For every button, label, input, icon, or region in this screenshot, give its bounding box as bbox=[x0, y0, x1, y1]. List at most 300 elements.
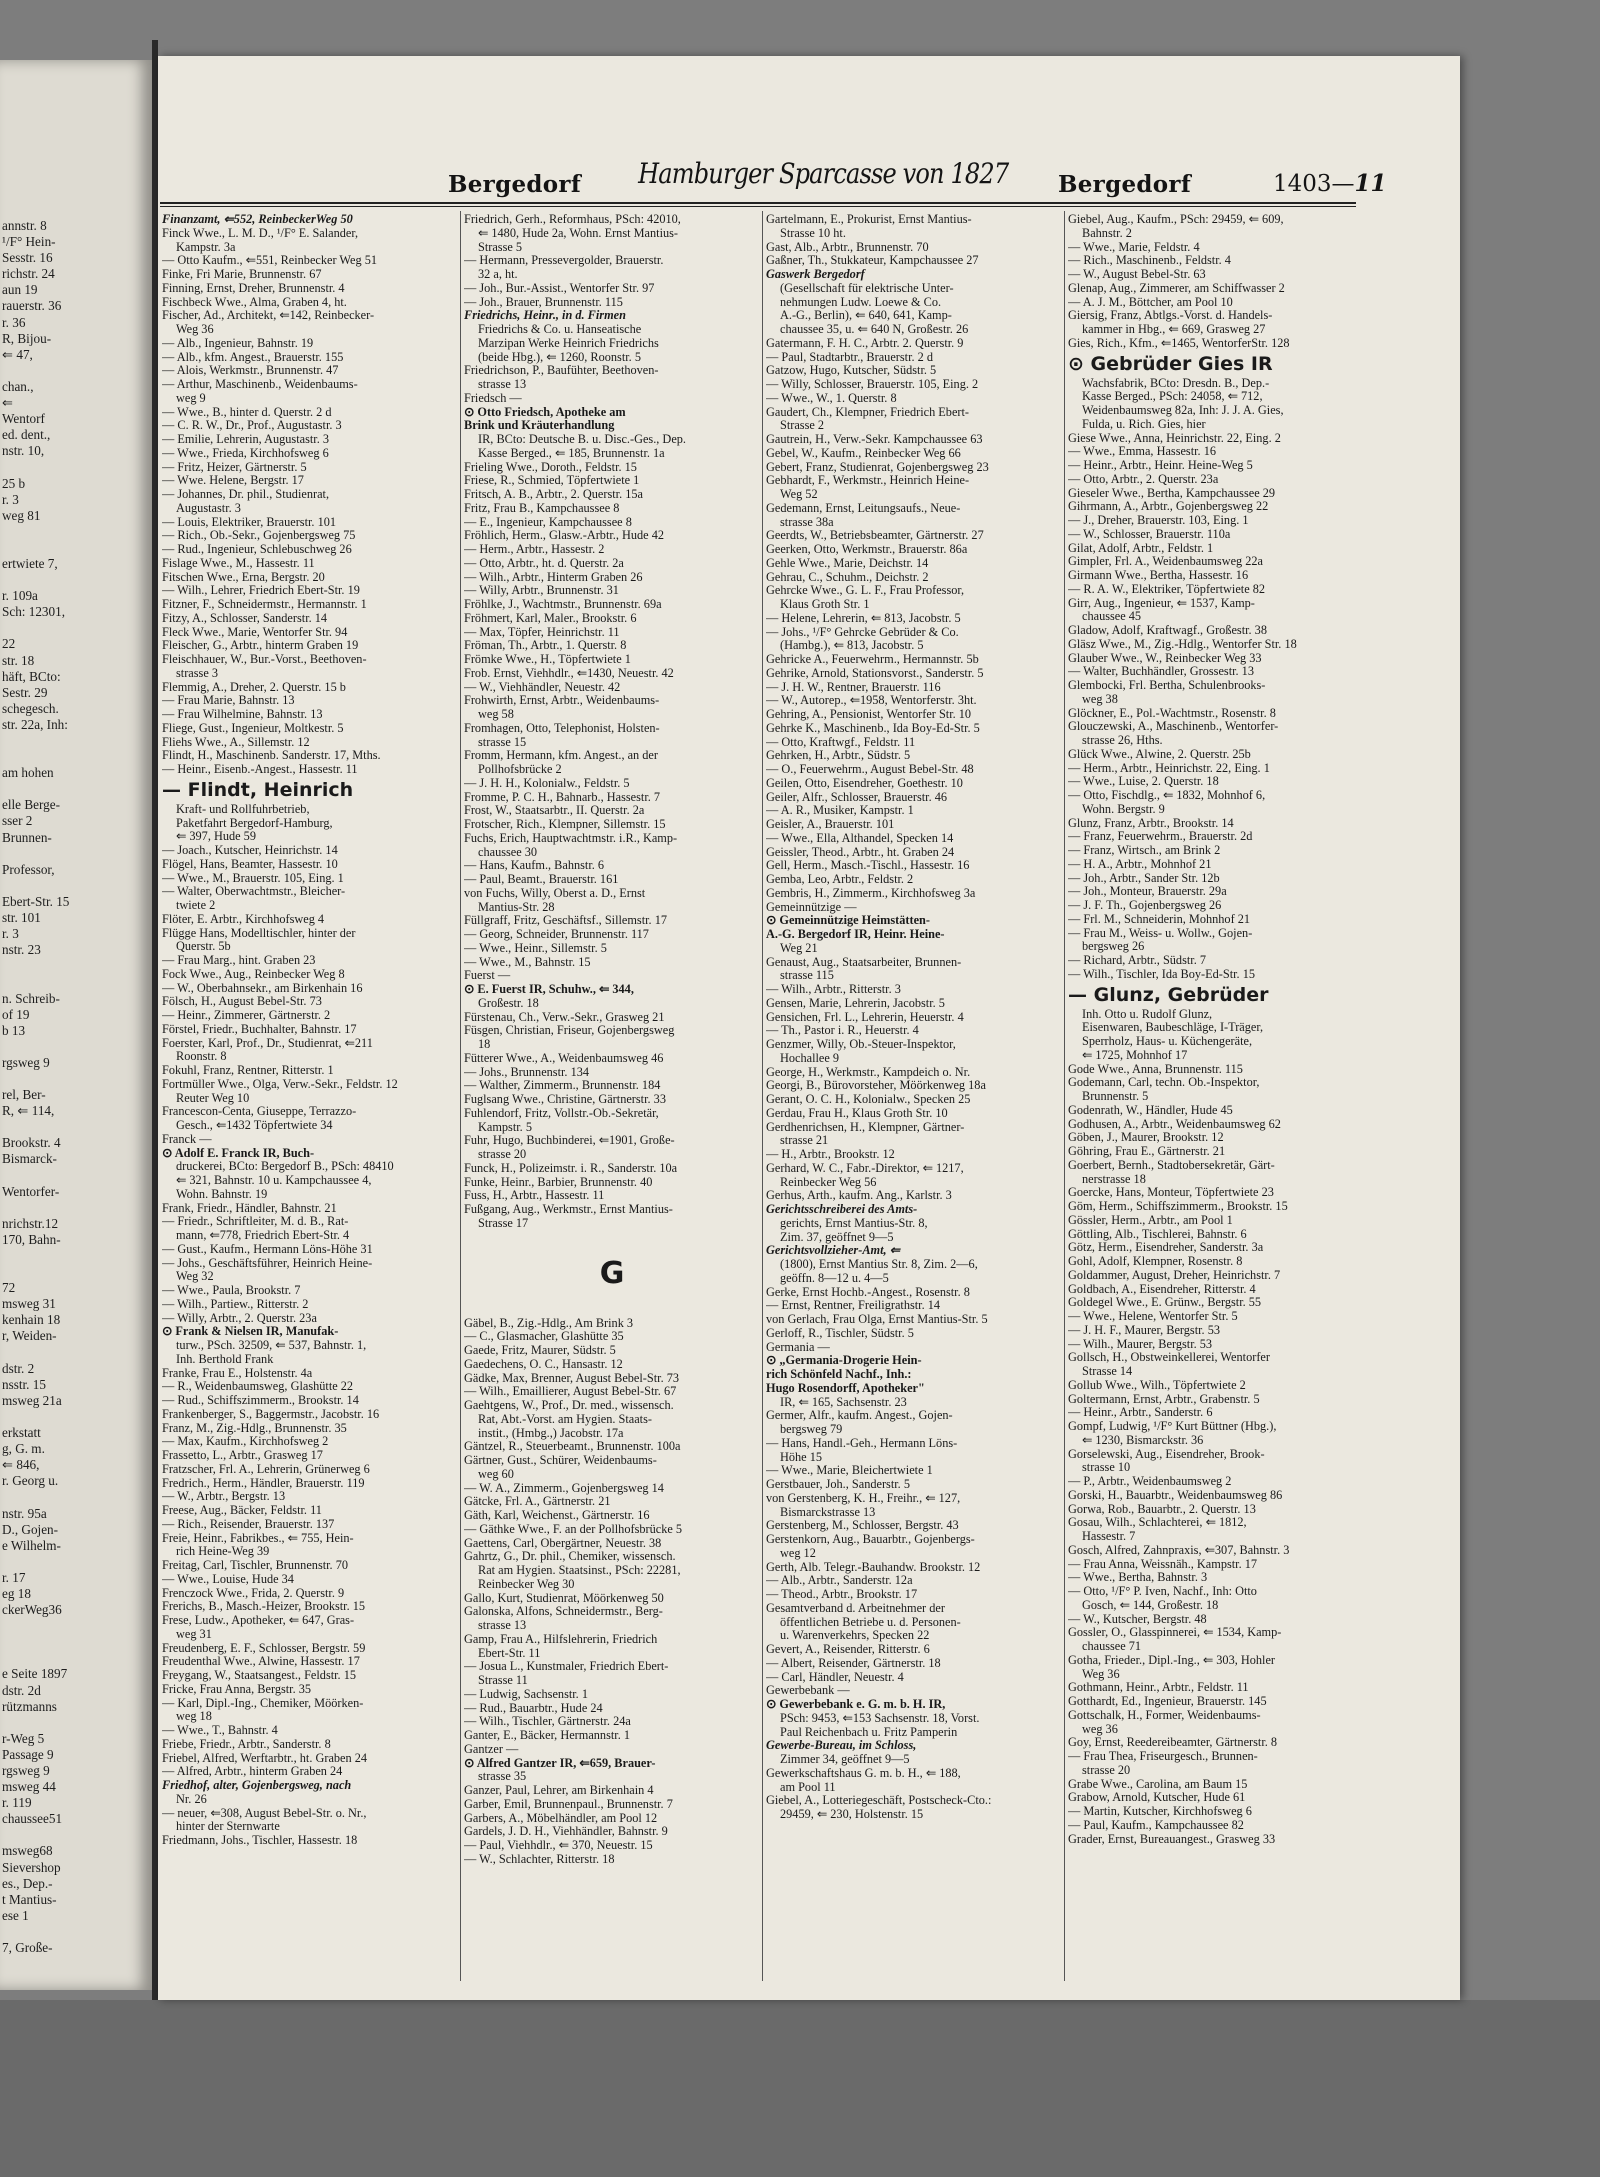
left-fragment-line bbox=[2, 1650, 152, 1666]
left-fragment-line: r. 109a bbox=[2, 588, 38, 604]
directory-entry: — Heinr., Eisenb.-Angest., Hassestr. 11 bbox=[162, 762, 358, 776]
directory-entry: Goerbert, Bernh., Stadtobersekretär, Gärt- bbox=[1068, 1157, 1275, 1172]
left-fragment-line: elle Berge- bbox=[2, 797, 60, 813]
directory-entry: — Herm., Arbtr., Heinrichstr. 22, Eing. 1 bbox=[1068, 760, 1270, 775]
left-fragment-line: Sch: 12301, bbox=[2, 604, 66, 620]
directory-entry: — Arthur, Maschinenb., Weidenbaums- bbox=[162, 377, 358, 391]
directory-entry: gerichts, Ernst Mantius-Str. 8, bbox=[780, 1215, 928, 1230]
directory-entry: — Johs., ¹/F° Gehrcke Gebrüder & Co. bbox=[766, 624, 959, 639]
directory-entry: Friedrichs, Heinr., in d. Firmen bbox=[464, 308, 626, 323]
directory-entry: Grabe Wwe., Carolina, am Baum 15 bbox=[1068, 1776, 1248, 1791]
left-fragment-line: n. Schreib- bbox=[2, 990, 60, 1006]
left-fragment-line: of 19 bbox=[2, 1006, 30, 1022]
directory-entry: Gemba, Leo, Arbtr., Feldstr. 2 bbox=[766, 872, 914, 886]
directory-entry: Gotha, Frieder., Dipl.-Ing., ⇐ 303, Hohler bbox=[1068, 1652, 1276, 1667]
directory-entry: Glouczewski, A., Maschinenb., Wentorfer- bbox=[1068, 719, 1279, 734]
directory-entry: Hassestr. 7 bbox=[1082, 1529, 1136, 1543]
directory-entry: — W., Oberbahnsekr., am Birkenhain 16 bbox=[162, 980, 363, 995]
directory-entry: George, H., Werkmstr., Kampdeich o. Nr. bbox=[766, 1064, 971, 1079]
directory-entry: Goercke, Hans, Monteur, Töpfertwiete 23 bbox=[1068, 1185, 1274, 1200]
directory-entry: Frohwirth, Ernst, Arbtr., Weidenbaums- bbox=[464, 693, 660, 708]
directory-entry: — Max, Töpfer, Heinrichstr. 11 bbox=[464, 624, 620, 639]
directory-entry: Strasse 5 bbox=[478, 239, 523, 254]
directory-entry: — Frau Marie, Bahnstr. 13 bbox=[162, 693, 295, 708]
directory-entry: — H., Arbtr., Brookstr. 12 bbox=[766, 1147, 895, 1161]
directory-entry: Giebel, A., Lotteriegeschäft, Postscheck-Cto.: bbox=[766, 1793, 992, 1808]
directory-entry: Wachsfabrik, BCto: Dresdn. B., Dep.- bbox=[1082, 375, 1270, 390]
directory-entry: — Wwe., Frieda, Kirchhofsweg 6 bbox=[162, 445, 329, 460]
directory-entry: — Frau Anna, Weissnäh., Kampstr. 17 bbox=[1068, 1556, 1258, 1571]
section-letter: G bbox=[599, 1255, 625, 1291]
directory-entry: — Joach., Kutscher, Heinrichstr. 14 bbox=[162, 843, 338, 857]
left-page-text bbox=[0, 60, 152, 1956]
directory-entry: Fleischhauer, W., Bur.-Vorst., Beethoven- bbox=[162, 652, 367, 666]
directory-entry: Gieseler Wwe., Bertha, Kampchaussee 29 bbox=[1068, 485, 1276, 500]
directory-entry: Godhusen, A., Arbtr., Weidenbaumsweg 62 bbox=[1068, 1116, 1281, 1131]
directory-entry: Eisenwaren, Baubeschläge, I-Träger, bbox=[1082, 1020, 1264, 1035]
left-fragment-line: 72 bbox=[2, 1280, 16, 1296]
directory-entry: Grader, Ernst, Bureauangest., Grasweg 33 bbox=[1068, 1831, 1276, 1846]
directory-entry: — Richard, Arbtr., Südstr. 7 bbox=[1068, 953, 1206, 967]
directory-entry: — Franz, Feuerwehrm., Brauerstr. 2d bbox=[1068, 829, 1253, 844]
directory-entry: Gaudert, Ch., Klempner, Friedrich Ebert- bbox=[766, 404, 970, 419]
left-fragment-line: nsstr. 15 bbox=[2, 1376, 46, 1392]
header-rule-top bbox=[160, 202, 1356, 204]
directory-entry: ⊙ „Germania-Drogerie Hein- bbox=[766, 1353, 922, 1368]
directory-entry: Weidenbaumsweg 82a, Inh: J. J. A. Gies, bbox=[1082, 403, 1284, 417]
directory-entry: ⊙ Frank & Nielsen IR, Manufak- bbox=[162, 1324, 339, 1339]
directory-entry: ⊙ Adolf E. Franck IR, Buch- bbox=[162, 1145, 315, 1160]
directory-entry: ⊙ Gemeinnützige Heimstätten- bbox=[766, 913, 930, 928]
directory-entry: — Walter, Oberwachtmstr., Bleicher- bbox=[162, 884, 346, 899]
directory-entry: Freese, Aug., Bäcker, Feldstr. 11 bbox=[162, 1503, 322, 1517]
left-fragment-line bbox=[2, 540, 152, 556]
left-fragment-line: R, ⇐ 114, bbox=[2, 1103, 55, 1119]
left-fragment-line: ⇐ bbox=[2, 395, 14, 411]
directory-entry: Querstr. 5b bbox=[176, 939, 231, 954]
directory-entry: Gamp, Frau A., Hilfslehrerin, Friedrich bbox=[464, 1631, 658, 1646]
directory-entry: — Otto Kaufm., ⇐551, Reinbecker Weg 51 bbox=[162, 253, 378, 268]
page-number bbox=[1273, 170, 1387, 197]
directory-entry: Fricke, Frau Anna, Bergstr. 35 bbox=[162, 1681, 312, 1696]
directory-entry: Göttling, Alb., Tischlerei, Bahnstr. 6 bbox=[1068, 1226, 1247, 1241]
directory-entry: Fütterer Wwe., A., Weidenbaumsweg 46 bbox=[464, 1050, 664, 1065]
left-fragment-line: msweg 21a bbox=[2, 1392, 62, 1408]
left-fragment-line: schegesch. bbox=[2, 700, 59, 716]
left-fragment-line: ⇐ 846, bbox=[2, 1457, 40, 1473]
directory-entry: Gell, Herm., Masch.-Tischl., Hassestr. 16 bbox=[766, 858, 970, 873]
left-fragment-line: Sesstr. 16 bbox=[2, 250, 53, 266]
directory-entry: weg 38 bbox=[1082, 691, 1118, 706]
directory-entry: — Wwe., T., Bahnstr. 4 bbox=[162, 1723, 278, 1737]
directory-entry: rich Heine-Weg 39 bbox=[176, 1544, 270, 1559]
directory-entry: Gaßner, Th., Stukkateur, Kampchaussee 27 bbox=[766, 253, 979, 268]
directory-entry: A.-G. Bergedorf IR, Heinr. Heine- bbox=[766, 927, 945, 941]
directory-entry: Frob. Ernst, Viehhdlr., ⇐1430, Neuestr. 42 bbox=[464, 665, 674, 680]
directory-entry: chaussee 30 bbox=[478, 844, 538, 859]
directory-entry: Paul Reichenbach u. Fritz Pamperin bbox=[780, 1724, 958, 1739]
left-fragment-line: richstr. 24 bbox=[2, 266, 55, 282]
column-divider bbox=[762, 211, 763, 1981]
directory-entry: Gerhus, Arth., kaufm. Ang., Karlstr. 3 bbox=[766, 1188, 952, 1203]
directory-entry: Fuerst — bbox=[464, 968, 511, 983]
directory-entry: Frankenberger, S., Baggermstr., Jacobstr. 16 bbox=[162, 1406, 380, 1421]
directory-entry: Geerken, Otto, Werkmstr., Brauerstr. 86a bbox=[766, 542, 968, 556]
directory-entry: — Walter, Buchhändler, Grossestr. 13 bbox=[1068, 664, 1254, 679]
left-fragment-line: Professor, bbox=[2, 861, 55, 877]
directory-entry: Gemeinnützige — bbox=[766, 899, 857, 914]
directory-entry: Gies, Rich., Kfm., ⇐1465, WentorferStr. 128 bbox=[1068, 335, 1290, 350]
directory-entry: Gaettens, Carl, Obergärtner, Neuestr. 38 bbox=[464, 1535, 662, 1550]
left-fragment-line: eg 18 bbox=[2, 1585, 31, 1601]
directory-entry: ⊙ Otto Friedsch, Apotheke am bbox=[464, 404, 626, 419]
directory-entry: Fitzner, F., Schneidermstr., Hermannstr. 1 bbox=[162, 597, 367, 611]
directory-entry: Gatermann, F. H. C., Arbtr. 2. Querstr. 9 bbox=[766, 335, 964, 350]
directory-entry: mann, ⇐778, Friedrich Ebert-Str. 4 bbox=[176, 1228, 350, 1242]
left-fragment-line: rauerstr. 36 bbox=[2, 298, 62, 314]
directory-entry: — Ernst, Rentner, Freiligrathstr. 14 bbox=[766, 1298, 941, 1313]
directory-entry: — Wilh., Tischler, Gärtnerstr. 24a bbox=[464, 1714, 631, 1729]
directory-entry: Friedrich, Gerh., Reformhaus, PSch: 42010, bbox=[464, 213, 681, 226]
directory-entry: — neuer, ⇐308, August Bebel-Str. o. Nr., bbox=[162, 1805, 367, 1820]
left-fragment-line: 22 bbox=[2, 636, 16, 652]
background-bottom bbox=[0, 2000, 1600, 2177]
directory-entry: — Max, Kaufm., Kirchhofsweg 2 bbox=[162, 1434, 329, 1449]
directory-entry: — Wilh., Emaillierer, August Bebel-Str. 67 bbox=[464, 1384, 677, 1399]
directory-entry: Fitschen Wwe., Erna, Bergstr. 20 bbox=[162, 569, 325, 584]
left-fragment-line: r. 119 bbox=[2, 1795, 32, 1811]
left-fragment-line bbox=[2, 524, 152, 540]
firm-heading: — Glunz, Gebrüder bbox=[1068, 983, 1269, 1006]
directory-entry: — Wilh., Lehrer, Friedrich Ebert-Str. 19 bbox=[162, 583, 360, 598]
directory-entry: Fromm, Hermann, kfm. Angest., an der bbox=[464, 748, 658, 763]
directory-entry: Freie, Heinr., Fabrikbes., ⇐ 755, Hein- bbox=[162, 1530, 354, 1545]
directory-entry: Franz, M., Zig.-Hdlg., Brunnenstr. 35 bbox=[162, 1420, 347, 1435]
directory-entry: Girmann Wwe., Bertha, Hassestr. 16 bbox=[1068, 568, 1249, 582]
directory-entry: Giebel, Aug., Kaufm., PSch: 29459, ⇐ 609, bbox=[1068, 213, 1284, 226]
directory-entry: IR, BCto: Deutsche B. u. Disc.-Ges., Dep. bbox=[478, 432, 686, 446]
directory-entry: Gihrmann, A., Arbtr., Gojenbergsweg 22 bbox=[1068, 499, 1269, 514]
directory-entry: Geilen, Otto, Eisendreher, Goethestr. 10 bbox=[766, 775, 963, 790]
directory-entry: Geisler, A., Brauerstr. 101 bbox=[766, 817, 895, 831]
directory-entry: — Josua L., Kunstmaler, Friedrich Ebert- bbox=[464, 1659, 669, 1674]
left-fragment-line: str. 22a, Inh: bbox=[2, 716, 68, 732]
directory-entry: — Wwe., W., 1. Querstr. 8 bbox=[766, 390, 897, 405]
directory-entry: — Albert, Reisender, Gärtnerstr. 18 bbox=[766, 1655, 941, 1670]
left-fragment-line bbox=[2, 1248, 152, 1264]
left-fragment-line: ¹/F° Hein- bbox=[2, 234, 56, 250]
directory-entry: Frank, Friedr., Händler, Bahnstr. 21 bbox=[162, 1200, 337, 1215]
directory-entry: (Hambg.), ⇐ 813, Jacobstr. 5 bbox=[780, 638, 924, 653]
directory-entry: Giese Wwe., Anna, Heinrichstr. 22, Eing. 2 bbox=[1068, 430, 1281, 445]
directory-entry: Gedemann, Ernst, Leitungsaufs., Neue- bbox=[766, 500, 961, 515]
directory-entry: — Heinr., Arbtr., Sanderstr. 6 bbox=[1068, 1405, 1213, 1420]
left-fragment-line: msweg68 bbox=[2, 1843, 53, 1859]
directory-entry: — Wwe., M., Brauerstr. 105, Eing. 1 bbox=[162, 870, 344, 885]
directory-entry: Weg 36 bbox=[1082, 1666, 1120, 1681]
directory-entry: Gantzer — bbox=[464, 1741, 519, 1756]
left-fragment-line bbox=[2, 1409, 152, 1425]
left-fragment-line: 170, Bahn- bbox=[2, 1231, 61, 1247]
directory-entry: instit., (Hmbg.,) Jacobstr. 17a bbox=[478, 1425, 624, 1440]
directory-entry: Fröhmert, Karl, Maler., Brookstr. 6 bbox=[464, 610, 637, 625]
left-fragment-line: Wentorf bbox=[2, 411, 45, 427]
directory-entry: Marzipan Werke Heinrich Friedrichs bbox=[478, 335, 659, 350]
directory-entry: Fulda, u. Rich. Gies, hier bbox=[1082, 416, 1206, 431]
directory-entry: Gerke, Ernst Hochb.-Angest., Rosenstr. 8 bbox=[766, 1284, 970, 1299]
left-fragment-line: ese 1 bbox=[2, 1907, 29, 1923]
directory-entry: — Karl, Dipl.-Ing., Chemiker, Möörken- bbox=[162, 1695, 364, 1710]
directory-entry: weg 36 bbox=[1082, 1721, 1118, 1736]
directory-entry: Glauber Wwe., W., Reinbecker Weg 33 bbox=[1068, 650, 1262, 665]
directory-entry: ⊙ Gewerbebank e. G. m. b. H. IR, bbox=[766, 1697, 946, 1711]
directory-entry: — Frau Marg., hint. Graben 23 bbox=[162, 953, 316, 967]
directory-entry: Frömke Wwe., H., Töpfertwiete 1 bbox=[464, 652, 631, 666]
directory-entry: Weg 21 bbox=[780, 940, 818, 955]
directory-entry: — Johannes, Dr. phil., Studienrat, bbox=[162, 487, 330, 501]
left-fragment-line: rgsweg 9 bbox=[2, 1763, 50, 1778]
directory-entry: Hugo Rosendorff, Apotheker" bbox=[766, 1380, 925, 1395]
left-fragment-line: nrichstr.12 bbox=[2, 1215, 59, 1231]
left-fragment-line: Wentorfer- bbox=[2, 1183, 60, 1199]
directory-entry: Kraft- und Rollfuhrbetrieb, bbox=[176, 801, 310, 816]
directory-entry: Fröhlke, J., Wachtmstr., Brunnenstr. 69a bbox=[464, 597, 662, 611]
directory-entry: — W., August Bebel-Str. 63 bbox=[1068, 267, 1206, 281]
directory-entry: Fokuhl, Franz, Rentner, Ritterstr. 1 bbox=[162, 1063, 334, 1077]
directory-entry: Goldbach, A., Eisendreher, Ritterstr. 4 bbox=[1068, 1281, 1256, 1296]
left-fragment-line: annstr. 8 bbox=[2, 218, 47, 233]
directory-entry: Frieling Wwe., Doroth., Feldstr. 15 bbox=[464, 459, 637, 474]
directory-entry: — Rich., Reisender, Brauerstr. 137 bbox=[162, 1516, 335, 1531]
directory-entry: Fuhr, Hugo, Buchbinderei, ⇐1901, Große- bbox=[464, 1133, 675, 1148]
directory-entry: Freygang, W., Staatsangest., Feldstr. 15 bbox=[162, 1668, 357, 1682]
directory-entry: von Gerstenberg, K. H., Freihr., ⇐ 127, bbox=[766, 1490, 961, 1505]
directory-entry: — Joh., Brauer, Brunnenstr. 115 bbox=[464, 294, 623, 309]
directory-entry: — R., Weidenbaumsweg, Glashütte 22 bbox=[162, 1379, 354, 1394]
left-fragment-line: rel, Ber- bbox=[2, 1087, 46, 1103]
directory-entry: ⇐ 1480, Hude 2a, Wohn. Ernst Mantius- bbox=[478, 225, 679, 240]
directory-entry: — Wwe. Helene, Bergstr. 17 bbox=[162, 473, 304, 488]
directory-entry: Ebert-Str. 11 bbox=[478, 1645, 541, 1660]
directory-entry: — C., Glasmacher, Glashütte 35 bbox=[464, 1329, 624, 1344]
directory-column-2 bbox=[464, 213, 760, 1993]
directory-entry: Gimpler, Frl. A., Weidenbaumsweg 22a bbox=[1068, 554, 1264, 569]
directory-entry: Gerdau, Frau H., Klaus Groth Str. 10 bbox=[766, 1105, 948, 1120]
directory-entry: — Alb., Arbtr., Sanderstr. 12a bbox=[766, 1573, 913, 1588]
directory-entry: Frese, Ludw., Apotheker, ⇐ 647, Gras- bbox=[162, 1613, 355, 1627]
directory-entry: Gottschalk, H., Former, Weidenbaums- bbox=[1068, 1707, 1261, 1722]
directory-entry: — Wwe., Heinr., Sillemstr. 5 bbox=[464, 940, 607, 955]
directory-entry: — Emilie, Lehrerin, Augustastr. 3 bbox=[162, 432, 330, 446]
directory-entry: Fleischer, G., Arbtr., hinterm Graben 19 bbox=[162, 638, 359, 653]
directory-entry: — Alb., Ingenieur, Bahnstr. 19 bbox=[162, 335, 314, 350]
directory-entry: Gerichtsvollzieher-Amt, ⇐ bbox=[766, 1243, 900, 1258]
directory-entry: turw., PSch. 32509, ⇐ 537, Bahnstr. 1, bbox=[176, 1338, 367, 1352]
directory-entry: Gerstbauer, Joh., Sanderstr. 5 bbox=[766, 1477, 910, 1491]
directory-entry: — Rich., Ob.-Sekr., Gojenbergsweg 75 bbox=[162, 528, 356, 543]
left-fragment-line: g, G. m. bbox=[2, 1441, 45, 1457]
directory-entry: — J. H. F., Maurer, Bergstr. 53 bbox=[1068, 1322, 1220, 1337]
left-fragment-line: e Wilhelm- bbox=[2, 1537, 61, 1553]
left-fragment-line: 7, Große- bbox=[2, 1940, 53, 1956]
directory-entry: Gehring, A., Pensionist, Wentorfer Str. 10 bbox=[766, 707, 972, 721]
directory-entry: Flemmig, A., Dreher, 2. Querstr. 15 b bbox=[162, 679, 346, 694]
directory-entry: — Wwe., Emma, Hassestr. 16 bbox=[1068, 444, 1216, 459]
directory-entry: Strasse 10 ht. bbox=[780, 225, 846, 240]
left-fragment-line: D., Gojen- bbox=[2, 1521, 59, 1537]
directory-entry: ⇐ 1725, Mohnhof 17 bbox=[1082, 1047, 1188, 1062]
left-fragment-line bbox=[2, 1119, 152, 1135]
directory-entry: — Willy, Arbtr., 2. Querstr. 23a bbox=[162, 1310, 317, 1325]
left-fragment-line: Ebert-Str. 15 bbox=[2, 893, 70, 909]
left-fragment-line: dstr. 2 bbox=[2, 1360, 35, 1376]
directory-entry: Flöter, E. Arbtr., Kirchhofsweg 4 bbox=[162, 911, 325, 926]
directory-column-3 bbox=[766, 213, 1062, 1993]
left-fragment-line: b 13 bbox=[2, 1022, 26, 1038]
directory-entry: Friebel, Alfred, Werftarbtr., ht. Graben 24 bbox=[162, 1750, 368, 1765]
directory-entry: Gebert, Franz, Studienrat, Gojenbergsweg 23 bbox=[766, 459, 989, 474]
left-fragment-line: nstr. 23 bbox=[2, 942, 41, 958]
directory-entry: Flügge Hans, Modelltischler, hinter der bbox=[162, 925, 356, 940]
directory-entry: Kampstr. 5 bbox=[478, 1119, 532, 1134]
directory-entry: kammer in Hbg., ⇐ 669, Grasweg 27 bbox=[1082, 322, 1266, 336]
directory-entry: — Frau Wilhelmine, Bahnstr. 13 bbox=[162, 707, 323, 721]
directory-entry: — Rud., Schiffszimmerm., Brookstr. 14 bbox=[162, 1393, 359, 1407]
directory-entry: Fliehs Wwe., A., Sillemstr. 12 bbox=[162, 734, 310, 749]
directory-entry: IR, ⇐ 165, Sachsenstr. 23 bbox=[780, 1394, 907, 1409]
left-fragment-line bbox=[2, 733, 152, 749]
directory-entry: — Wilh., Partiew., Ritterstr. 2 bbox=[162, 1296, 309, 1311]
directory-entry: Gast, Alb., Arbtr., Brunnenstr. 70 bbox=[766, 239, 929, 254]
left-fragment-line: ed. dent., bbox=[2, 427, 51, 443]
directory-column-4 bbox=[1068, 213, 1362, 1993]
directory-entry: Rat, Abt.-Vorst. am Hygien. Staats- bbox=[478, 1411, 652, 1426]
directory-entry: nerstrasse 18 bbox=[1082, 1171, 1146, 1186]
directory-entry: Fußgang, Aug., Werkmstr., Ernst Mantius- bbox=[464, 1202, 673, 1216]
directory-entry: Bismarckstrasse 13 bbox=[780, 1504, 876, 1519]
directory-entry: — Gust., Kaufm., Hermann Löns-Höhe 31 bbox=[162, 1241, 373, 1256]
directory-entry: — Joh., Monteur, Brauerstr. 29a bbox=[1068, 884, 1227, 899]
directory-entry: Franke, Frau E., Holstenstr. 4a bbox=[162, 1365, 313, 1380]
directory-entry: Friedrichson, P., Baufühter, Beethoven- bbox=[464, 363, 659, 378]
directory-entry: Fitzy, A., Schlosser, Sanderstr. 14 bbox=[162, 610, 328, 625]
left-fragment-line bbox=[2, 1827, 152, 1843]
directory-entry: — Wilh., Arbtr., Ritterstr. 3 bbox=[766, 982, 901, 996]
directory-entry: Gebhardt, F., Werkmstr., Heinrich Heine- bbox=[766, 473, 970, 488]
directory-entry: Gerdhenrichsen, H., Klempner, Gärtner- bbox=[766, 1119, 965, 1134]
directory-entry: Fleck Wwe., Marie, Wentorfer Str. 94 bbox=[162, 624, 348, 639]
directory-entry: Fredrich., Herm., Händler, Brauerstr. 119 bbox=[162, 1475, 365, 1490]
directory-entry: Gosch, Alfred, Zahnpraxis, ⇐307, Bahnstr. 3 bbox=[1068, 1542, 1290, 1557]
left-fragment-line bbox=[2, 958, 152, 974]
directory-entry: Glembocki, Frl. Bertha, Schulenbrooks- bbox=[1068, 678, 1266, 692]
directory-entry: Gössler, Herm., Arbtr., am Pool 1 bbox=[1068, 1212, 1233, 1227]
directory-entry: — Wwe., Ella, Althandel, Specken 14 bbox=[766, 830, 954, 845]
left-fragment-line: e Seite 1897 bbox=[2, 1666, 68, 1682]
left-fragment-line bbox=[2, 974, 152, 990]
directory-entry: — Wwe., Luise, 2. Querstr. 18 bbox=[1068, 774, 1219, 789]
left-fragment-line bbox=[2, 1168, 152, 1184]
left-fragment-line: nstr. 95a bbox=[2, 1505, 47, 1521]
directory-entry: Garber, Emil, Brunnenpaul., Brunnenstr. 7 bbox=[464, 1796, 673, 1811]
directory-entry: Glenap, Aug., Zimmerer, am Schiffwasser 2 bbox=[1068, 280, 1285, 295]
directory-entry: — Louis, Elektriker, Brauerstr. 101 bbox=[162, 514, 337, 529]
directory-entry: Gäntzel, R., Steuerbeamt., Brunnenstr. 100a bbox=[464, 1439, 681, 1454]
left-fragment-line: t Mantius- bbox=[2, 1891, 57, 1907]
directory-entry: weg 18 bbox=[176, 1709, 212, 1724]
directory-entry: Friedmann, Johs., Tischler, Hassestr. 18 bbox=[162, 1833, 358, 1847]
left-fragment-line: Passage 9 bbox=[2, 1746, 54, 1762]
directory-entry: Gevert, A., Reisender, Ritterstr. 6 bbox=[766, 1642, 930, 1656]
directory-entry: Galonska, Alfons, Schneidermstr., Berg- bbox=[464, 1604, 663, 1619]
directory-entry: Gärtner, Gust., Schürer, Weidenbaums- bbox=[464, 1453, 657, 1467]
directory-entry: — W. A., Zimmerm., Gojenbergsweg 14 bbox=[464, 1480, 664, 1495]
directory-entry: Gerstenberg, M., Schlosser, Bergstr. 43 bbox=[766, 1518, 959, 1533]
left-fragment-line bbox=[2, 1264, 152, 1280]
directory-entry: Georgi, B., Bürovorsteher, Möörkenweg 18a bbox=[766, 1078, 986, 1093]
directory-entry: Weg 52 bbox=[780, 487, 818, 501]
directory-entry: Gerth, Alb. Telegr.-Bauhandw. Brookstr. 12 bbox=[766, 1559, 981, 1574]
left-fragment-line: dstr. 2d bbox=[2, 1682, 41, 1698]
directory-entry: von Gerlach, Frau Olga, Ernst Mantius-Str. 5 bbox=[766, 1312, 988, 1326]
left-fragment-line: ⇐ 47, bbox=[2, 346, 33, 362]
directory-entry: Frotscher, Rich., Klempner, Sillemstr. 15 bbox=[464, 817, 666, 831]
directory-entry: — Paul, Viehhdlr., ⇐ 370, Neuestr. 15 bbox=[464, 1838, 653, 1852]
directory-entry: Goldegel Wwe., E. Grünw., Bergstr. 55 bbox=[1068, 1295, 1262, 1310]
directory-entry: bergsweg 79 bbox=[780, 1422, 843, 1436]
directory-entry: Gehrau, C., Schuhm., Deichstr. 2 bbox=[766, 569, 929, 584]
directory-entry: Gehrcke Wwe., G. L. F., Frau Professor, bbox=[766, 583, 965, 598]
header-banner-text: Hamburger Sparcasse von 1827 bbox=[637, 156, 1009, 190]
left-fragment-line bbox=[2, 1200, 152, 1216]
directory-entry: Goy, Ernst, Reedereibeamter, Gärtnerstr. 8 bbox=[1068, 1735, 1278, 1750]
directory-entry: strasse 38a bbox=[780, 514, 834, 529]
left-fragment-line: 25 b bbox=[2, 475, 26, 491]
directory-entry: — Hermann, Pressevergolder, Brauerstr. bbox=[464, 253, 664, 268]
left-fragment-line bbox=[2, 1554, 152, 1570]
directory-entry: weg 12 bbox=[780, 1545, 816, 1560]
directory-entry: Goltermann, Ernst, Arbtr., Grabenstr. 5 bbox=[1068, 1391, 1260, 1406]
left-fragment-line: ckerWeg36 bbox=[2, 1602, 62, 1618]
directory-entry: Gahrtz, G., Dr. phil., Chemiker, wissensch. bbox=[464, 1549, 676, 1564]
left-fragment-line bbox=[2, 572, 152, 588]
left-fragment-line: str. 101 bbox=[2, 910, 41, 926]
directory-entry: — Rud., Bauarbtr., Hude 24 bbox=[464, 1700, 603, 1715]
directory-entry: Frassetto, L., Arbtr., Grasweg 17 bbox=[162, 1448, 323, 1462]
left-fragment-line: am hohen bbox=[2, 765, 54, 781]
left-fragment-line: weg 81 bbox=[2, 507, 41, 523]
directory-entry: Glunz, Franz, Arbtr., Brookstr. 14 bbox=[1068, 815, 1234, 830]
directory-entry: Kampstr. 3a bbox=[176, 239, 236, 254]
left-fragment-line: es., Dep.- bbox=[2, 1875, 53, 1891]
directory-entry: Reinbecker Weg 30 bbox=[478, 1576, 575, 1591]
directory-entry: Göhring, Frau E., Gärtnerstr. 21 bbox=[1068, 1144, 1226, 1158]
directory-entry: nehmungen Ludw. Loewe & Co. bbox=[780, 294, 942, 309]
directory-entry: — Theod., Arbtr., Brookstr. 17 bbox=[766, 1587, 918, 1601]
directory-entry: Förstel, Friedr., Buchhalter, Bahnstr. 17 bbox=[162, 1021, 357, 1036]
left-fragment-line: ertwiete 7, bbox=[2, 555, 58, 571]
directory-entry: Gerant, O. C. H., Kolonialw., Specken 25 bbox=[766, 1092, 971, 1106]
directory-entry: Füsgen, Christian, Friseur, Gojenbergsweg bbox=[464, 1023, 675, 1038]
directory-entry: — Johs., Geschäftsführer, Heinrich Heine- bbox=[162, 1255, 373, 1270]
directory-entry: ⇐ 321, Bahnstr. 10 u. Kampchaussee 4, bbox=[176, 1173, 372, 1187]
left-fragment-line: Sievershop bbox=[2, 1859, 61, 1875]
left-fragment-line bbox=[2, 363, 152, 379]
firm-heading: — Flindt, Heinrich bbox=[162, 778, 354, 801]
directory-entry: Glöckner, E., Pol.-Wachtmstr., Rosenstr. 8 bbox=[1068, 705, 1276, 720]
directory-entry: druckerei, BCto: Bergedorf B., PSch: 48410 bbox=[176, 1159, 394, 1174]
directory-entry: Gaswerk Bergedorf bbox=[766, 267, 865, 281]
